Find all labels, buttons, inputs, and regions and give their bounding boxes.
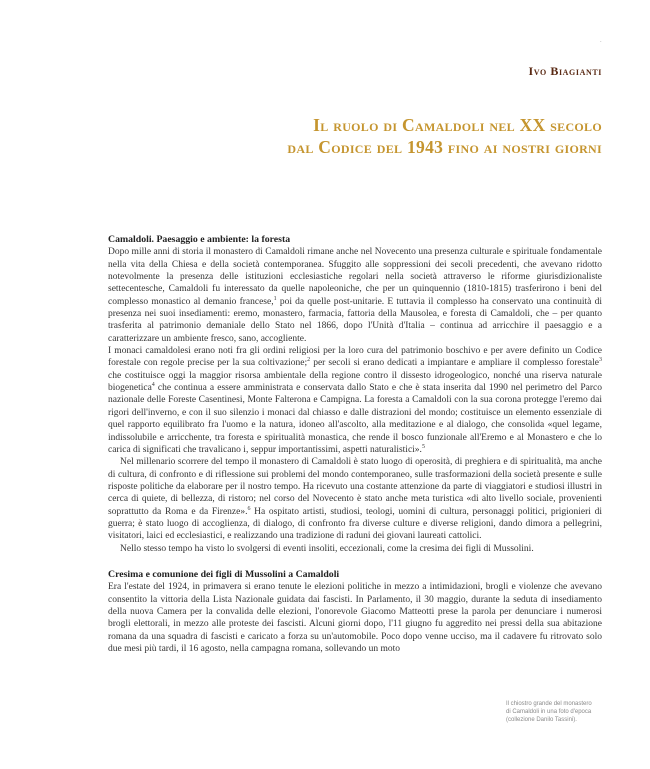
text-run: poi da quelle post-unitarie. E tuttavia il complesso ha conservato una continuità di presenza nei suoi insediamenti: eremo, monastero, farmacia, fattoria della Mausolea, e foresta di Camaldoli, che – per quanto trasferita al patrimonio demaniale dello Stato nel 1866, dopo l'Unità d'Italia – continua ad arricchire il paesaggio e a caratterizzare un ambiente fresco, sano, accogliente. (108, 296, 602, 344)
footnote-ref: 1 (273, 295, 277, 302)
text-run: per secoli si erano dedicati a impiantare e ampliare il complesso forestale (310, 358, 599, 369)
footnote-ref: 2 (307, 357, 311, 364)
text-run: che costituisce oggi la maggior risorsa ambientale della regione contro il dissesto idrogeologico, nonché una riserva naturale biogenetica (108, 370, 602, 394)
author-name: Ivo Biagianti (528, 64, 602, 78)
paragraph: Nello stesso tempo ha visto lo svolgersi di eventi insoliti, eccezionali, come la cresima dei figli di Mussolini. (120, 543, 534, 554)
page-corner-mark: . (600, 38, 602, 44)
text-run: che continua a essere amministrata e conservata dallo Stato e che è stata inserita dal 1990 nel perimetro del Parco nazionale delle Foreste Casentinesi, Monte Falterona e Campigna. La foresta a Camaldoli con la sua corona protegge l'eremo dai rigori dell'inverno, e con il suo silenzio i monaci dal chiasso e dalle distrazioni del mondo; costituisce un elemento essenziale di quel rapporto equilibrato fra l'uomo e la natura, idoneo all'ascolto, alla meditazione e al dialogo, che consolida «quel legame, indissolubile e arricchente, tra foresta e spiritualità monastica, che rende il bosco funzionale all'Eremo e al Monastero e che lo carica di significati che travalicano i, seppur importantissimi, aspetti naturalistici». (108, 383, 602, 455)
text-run: Ha ospitato artisti, studiosi, teologi, uomini di cultura, personaggi politici, prigionieri di guerra; è stato luogo di accoglienza, di dialogo, di confronto fra diverse culture e diverse religioni, dando dimora a pellegrini, visitatori, laici ed ecclesiastici, e realizzando una tradizione di raduni dei giovani laureati cattolici. (108, 506, 602, 542)
section-heading-foresta: Camaldoli. Paesaggio e ambiente: la foresta (108, 234, 291, 245)
paragraph (108, 246, 602, 345)
text-run: I monaci camaldolesi erano noti fra gli ordini religiosi per la loro cura del patrimonio boschivo e per avere definito un Codice forestale con regole precise per la sua coltivazione; (108, 346, 602, 369)
section-heading-cresima: Cresima e comunione dei figli di Mussolini a Camaldoli (108, 568, 340, 580)
footnote-ref: 3 (598, 357, 602, 364)
article-title (162, 114, 602, 158)
article-body (108, 234, 602, 655)
footnote-ref: 4 (151, 381, 155, 388)
title-line-2: dal Codice del 1943 fino ai nostri giorni (287, 137, 602, 157)
footnote-ref: 6 (247, 505, 251, 512)
text-run: Nel millenario scorrere del tempo il monastero di Camaldoli è stato luogo di operosità, di preghiera e di spiritualità, ma anche di cultura, di confronto e di riflessione sui problemi del mondo contemporaneo, sulle trasformazioni della società presente e sulle risposte politiche da elaborare per il nostro tempo. Ha ricevuto una costante attenzione da parte di viaggiatori e studiosi illustri in cerca di quiete, di bellezza, di ristoro; nel corso del Novecento è stato anche meta turistica «di alto livello sociale, provenienti soprattutto da Roma e da Firenze». (108, 457, 602, 517)
caption-line: (collezione Danilo Tassini). (506, 717, 577, 723)
paragraph: Era l'estate del 1924, in primavera si erano tenute le elezioni politiche in mezzo a intimidazioni, brogli e violenze che avevano consentito la vittoria della Lista Nazionale guidata dai fascisti. In Parlamento, il 30 maggio, durante la seduta di insediamento della nuova Camera per la convalida delle elezioni, l'onorevole Giacomo Matteotti prese la parola per denunciare i numerosi brogli elettorali, in mezzo alle proteste dei fascisti. Alcuni giorni dopo, l'11 giugno fu aggredito nei pressi della sua abitazione romana da una squadra di fascisti e caricato a forza su un'automobile. Poco dopo venne ucciso, ma il cadavere fu ritrovato solo due mesi più tardi, il 16 agosto, nella campagna romana, sollevando un moto (108, 582, 602, 654)
caption-line: di Camaldoli in una foto d'epoca (506, 709, 592, 715)
caption-line: Il chiostro grande del monastero (506, 701, 592, 707)
text-run: Dopo mille anni di storia il monastero di Camaldoli rimane anche nel Novecento una presenza culturale e spirituale fondamentale nella vita della Chiesa e della società contemporanea. Sfuggito alle soppressioni dei secoli precedenti, che avevano ridotto notevolmente la presenza delle istituzioni ecclesiastiche regolari nella società attraverso le riforme giurisdizionaliste settecentesche, Camaldoli fu interessato da quelle napoleoniche, che per un quinquennio (1810-1815) trasferirono i beni del complesso monastico al demanio francese, (108, 247, 602, 307)
footnote-ref: 5 (421, 443, 425, 450)
title-line-1: Il ruolo di Camaldoli nel XX secolo (313, 115, 602, 135)
paragraph (108, 345, 602, 456)
paragraph (108, 456, 602, 542)
photo-caption (506, 700, 616, 724)
